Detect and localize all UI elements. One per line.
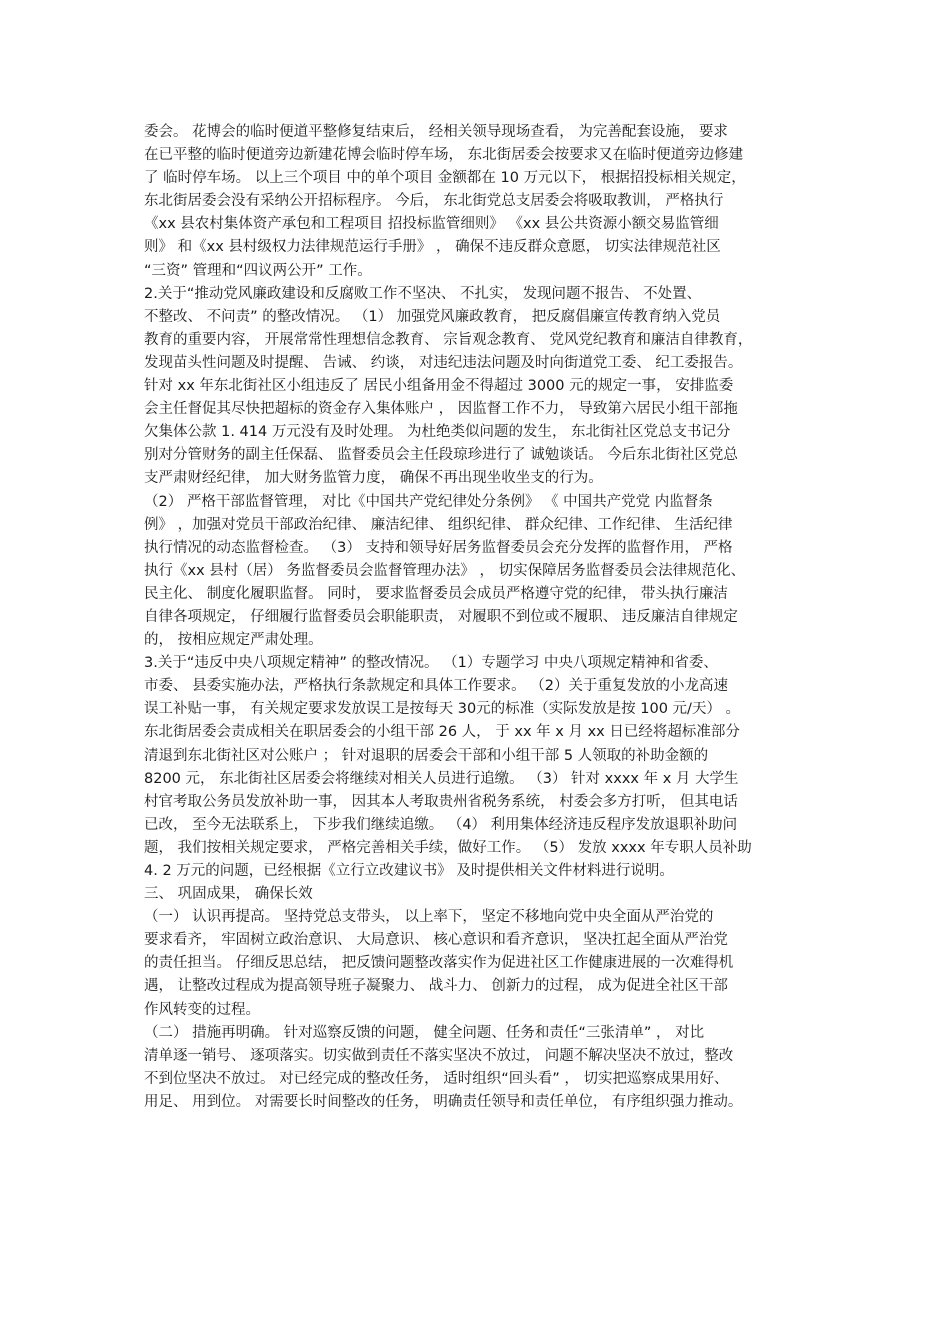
text-line: 在已平整的临时便道旁边新建花博会临时停车场， 东北街居委会按要求又在临时便道旁边修建 (144, 147, 744, 164)
text-line: 市委、 县委实施办法，严格执行条款规定和具体工作要求。 （2）关于重复发放的小龙高速 (144, 678, 728, 695)
text-line: 三、 巩固成果， 确保长效 (144, 886, 313, 903)
text-line: 民主化、 制度化履职监督。 同时， 要求监督委员会成员严格遵守党的纪律， 带头执行廉洁 (144, 585, 728, 602)
text-line: “三资” 管理和“四议两公开” 工作。 (144, 262, 372, 279)
text-line: 发现苗头性问题及时提醒、 告诫、 约谈， 对违纪违法问题及时向街道党工委、 纪工委报告。 (144, 354, 743, 371)
text-line: 清退到东北街社区对公账户 ； 针对退职的居委会干部和小组干部 5 人领取的补助金额的 (144, 747, 709, 764)
text-line: 执行情况的动态监督检查。 （3） 支持和领导好居务监督委员会充分发挥的监督作用， 严格 (144, 539, 733, 556)
text-line: 的， 按相应规定严肃处理。 (144, 632, 323, 649)
text-line: 例》 ，加强对党员干部政治纪律、 廉洁纪律、 组织纪律、 群众纪律、工作纪律、 生活纪律 (144, 516, 733, 533)
text-line: 则》 和《xx 县村级权力法律规范运行手册》 ， 确保不违反群众意愿， 切实法律规范社区 (144, 239, 721, 256)
text-line: （二） 措施再明确。 针对巡察反馈的问题， 健全问题、任务和责任“三张清单” ， 对比 (144, 1024, 705, 1041)
text-line: 别对分管财务的副主任保磊、 监督委员会主任段琼珍进行了 诚勉谈话。 今后东北街社区党总 (144, 447, 738, 464)
text-line: 遇， 让整改过程成为提高领导班子凝聚力、 战斗力、 创新力的过程， 成为促进全社区干部 (144, 978, 728, 995)
text-line: 东北街居委会责成相关在职居委会的小组干部 26 人， 于 xx 年 x 月 xx 日已经将超标准部分 (144, 724, 740, 741)
text-line: 清单逐一销号、 逐项落实。切实做到责任不落实坚决不放过， 问题不解决坚决不放过，整改 (144, 1047, 734, 1064)
text-line: 支严肃财经纪律， 加大财务监管力度， 确保不再出现坐收坐支的行为。 (144, 470, 603, 487)
text-line: 欠集体公款 1. 414 万元没有及时处理。 为杜绝类似问题的发生， 东北街社区党总支书记分 (144, 424, 731, 441)
text-line: 执行《xx 县村（居） 务监督委员会监督管理办法》 ， 切实保障居务监督委员会法律规范化、 (144, 562, 746, 579)
text-line: 《xx 县农村集体资产承包和工程项目 招投标监管细则》 《xx 县公共资源小额交易监管细 (144, 216, 719, 233)
text-line: 了 临时停车场。 以上三个项目 中的单个项目 金额都在 10 万元以下， 根据招投标相关规定， (144, 170, 746, 187)
text-line: （一） 认识再提高。 坚持党总支带头， 以上率下， 坚定不移地向党中央全面从严治党的 (144, 909, 714, 926)
text-line: 8200 元， 东北街社区居委会将继续对相关人员进行追缴。 （3） 针对 xxxx 年 x 月 大学生 (144, 770, 739, 787)
text-line: 2.关于“推动党风廉政建设和反腐败工作不坚决、 不扎实， 发现问题不报告、 不处置、 (144, 285, 702, 302)
text-line: 已改， 至今无法联系上， 下步我们继续追缴。 （4） 利用集体经济违反程序发放退职补助问 (144, 816, 738, 833)
text-line: 不整改、 不问责” 的整改情况。 （1） 加强党风廉政教育， 把反腐倡廉宣传教育纳入党员 (144, 308, 721, 325)
text-line: 委会。 花博会的临时便道平整修复结束后， 经相关领导现场查看， 为完善配套设施， 要求 (144, 124, 728, 140)
document-body (144, 121, 824, 1114)
text-line: 题， 我们按相关规定要求， 严格完善相关手续，做好工作。 （5） 发放 xxxx 年专职人员补助 (144, 839, 752, 856)
text-line: 4. 2 万元的问题，已经根据《立行立改建议书》 及时提供相关文件材料进行说明。 (144, 863, 674, 879)
text-line: 的责任担当。 仔细反思总结， 把反馈问题整改落实作为促进社区工作健康进展的一次难得机 (144, 955, 734, 972)
text-line: 教育的重要内容， 开展常常性理想信念教育、 宗旨观念教育、 党风党纪教育和廉洁自律教育， (144, 331, 753, 348)
text-line: 针对 xx 年东北街社区小组违反了 居民小组备用金不得超过 3000 元的规定一事， 安排监委 (144, 378, 734, 395)
text-line: 会主任督促其尽快把超标的资金存入集体账户 ， 因监督工作不力， 导致第六居民小组干部拖 (144, 401, 738, 418)
text-line: 东北街居委会没有采纳公开招标程序。 今后， 东北街党总支居委会将吸取教训， 严格执行 (144, 193, 724, 210)
text-line: 自律各项规定， 仔细履行监督委员会职能职责， 对履职不到位或不履职、 违反廉洁自律规定 (144, 608, 738, 625)
text-line: （2） 严格干部监督管理， 对比《中国共产党纪律处分条例》 《 中国共产党党 内监督条 (144, 493, 713, 510)
text-line: 作风转变的过程。 (144, 1001, 260, 1018)
text-line: 误工补贴一事， 有关规定要求发放误工是按每天 30元的标准（实际发放是按 100 元/天） 。 (144, 701, 741, 718)
text-line: 用足、 用到位。 对需要长时间整改的任务， 明确责任领导和责任单位， 有序组织强力推动。 (144, 1093, 743, 1110)
text-line: 3.关于“违反中央八项规定精神” 的整改情况。 （1）专题学习 中央八项规定精神和省委、 (144, 655, 718, 672)
text-line: 不到位坚决不放过。 对已经完成的整改任务， 适时组织“回头看” ， 切实把巡察成果用好、 (144, 1070, 729, 1087)
text-line: 要求看齐， 牢固树立政治意识、 大局意识、 核心意识和看齐意识， 坚决扛起全面从严治党 (144, 932, 728, 949)
text-line: 村官考取公务员发放补助一事， 因其本人考取贵州省税务系统， 村委会多方打听， 但其电话 (144, 793, 738, 810)
